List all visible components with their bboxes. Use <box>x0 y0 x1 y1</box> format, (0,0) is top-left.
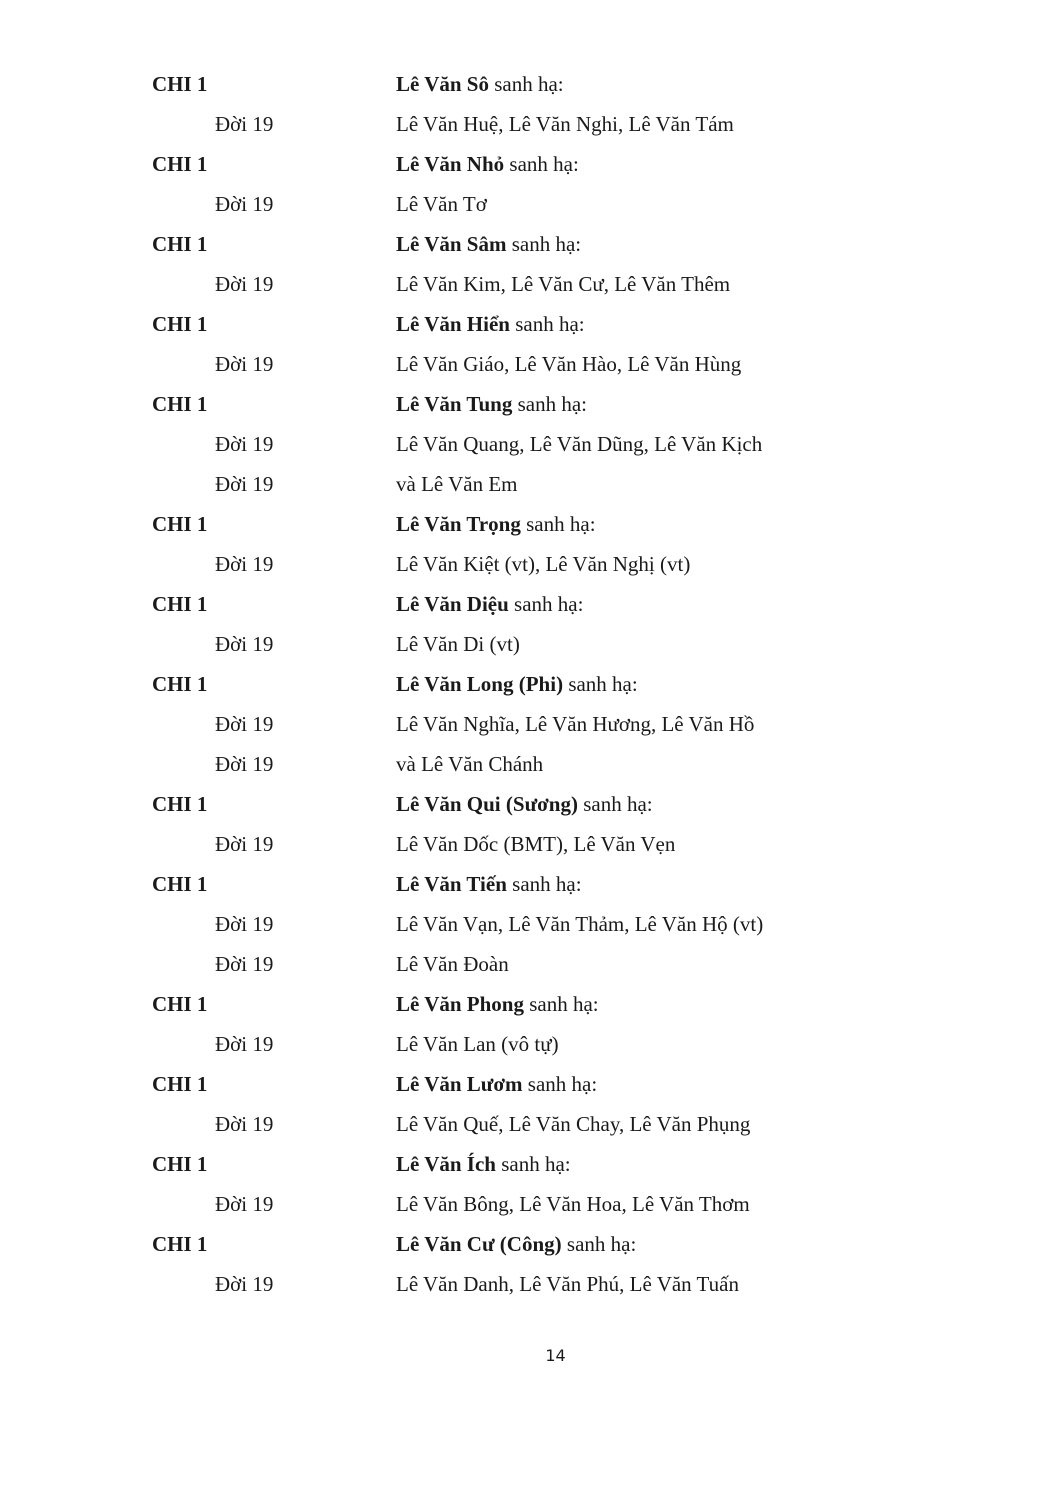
parent-entry <box>396 784 653 824</box>
parent-entry <box>396 1144 571 1184</box>
parent-suffix: sanh hạ: <box>509 312 585 336</box>
doi-row <box>0 344 1061 384</box>
children-names: Lê Văn Lan (vô tự) <box>396 1032 559 1056</box>
parent-name: Lê Văn Trọng <box>396 512 521 536</box>
generation-label: Đời 19 <box>215 1272 274 1296</box>
chi-row <box>0 224 1061 264</box>
children-names: Lê Văn Kim, Lê Văn Cư, Lê Văn Thêm <box>396 272 731 296</box>
branch-label: CHI 1 <box>152 312 208 336</box>
generation-label: Đời 19 <box>215 272 274 296</box>
parent-entry <box>396 584 583 624</box>
parent-entry <box>396 864 582 904</box>
chi-row <box>0 504 1061 544</box>
branch-label: CHI 1 <box>152 392 208 416</box>
parent-suffix: sanh hạ: <box>504 152 579 176</box>
parent-name: Lê Văn Cư (Công) <box>396 1232 562 1256</box>
genealogy-list <box>0 64 1061 1304</box>
chi-row <box>0 144 1061 184</box>
generation-label: Đời 19 <box>215 712 274 736</box>
page-number: 14 <box>545 1346 566 1365</box>
doi-row <box>0 1184 1061 1224</box>
chi-row <box>0 784 1061 824</box>
parent-suffix: sanh hạ: <box>506 232 582 256</box>
branch-label: CHI 1 <box>152 512 208 536</box>
branch-label: CHI 1 <box>152 672 208 696</box>
generation-label: Đời 19 <box>215 472 274 496</box>
branch-label: CHI 1 <box>152 592 208 616</box>
parent-name: Lê Văn Lươm <box>396 1072 523 1096</box>
children-names: Lê Văn Quang, Lê Văn Dũng, Lê Văn Kịch <box>396 432 763 456</box>
doi-row <box>0 544 1061 584</box>
parent-name: Lê Văn Sô <box>396 72 489 96</box>
chi-row <box>0 304 1061 344</box>
parent-entry <box>396 224 581 264</box>
parent-entry <box>396 144 579 184</box>
doi-row <box>0 1104 1061 1144</box>
parent-suffix: sanh hạ: <box>577 792 653 816</box>
generation-label: Đời 19 <box>215 192 274 216</box>
chi-row <box>0 1144 1061 1184</box>
chi-row <box>0 864 1061 904</box>
children-names: và Lê Văn Em <box>396 472 518 496</box>
chi-row <box>0 584 1061 624</box>
doi-row <box>0 1264 1061 1304</box>
parent-entry <box>396 664 638 704</box>
children-names: Lê Văn Danh, Lê Văn Phú, Lê Văn Tuấn <box>396 1272 739 1296</box>
doi-row <box>0 904 1061 944</box>
children-names: Lê Văn Bông, Lê Văn Hoa, Lê Văn Thơm <box>396 1192 750 1216</box>
parent-name: Lê Văn Nhỏ <box>396 152 505 176</box>
chi-row <box>0 384 1061 424</box>
parent-name: Lê Văn Long (Phi) <box>396 672 564 696</box>
branch-label: CHI 1 <box>152 1232 208 1256</box>
generation-label: Đời 19 <box>215 752 274 776</box>
parent-name: Lê Văn Diệu <box>396 592 509 616</box>
children-names: Lê Văn Nghĩa, Lê Văn Hương, Lê Văn Hồ <box>396 712 755 736</box>
parent-entry <box>396 64 564 104</box>
generation-label: Đời 19 <box>215 432 274 456</box>
parent-suffix: sanh hạ: <box>520 512 596 536</box>
branch-label: CHI 1 <box>152 1072 208 1096</box>
chi-row <box>0 984 1061 1024</box>
doi-row <box>0 824 1061 864</box>
parent-suffix: sanh hạ: <box>512 392 588 416</box>
branch-label: CHI 1 <box>152 1152 208 1176</box>
children-names: Lê Văn Quế, Lê Văn Chay, Lê Văn Phụng <box>396 1112 751 1136</box>
children-names: Lê Văn Giáo, Lê Văn Hào, Lê Văn Hùng <box>396 352 742 376</box>
doi-row <box>0 184 1061 224</box>
doi-row <box>0 1024 1061 1064</box>
parent-entry <box>396 1224 636 1264</box>
doi-row <box>0 744 1061 784</box>
doi-row <box>0 704 1061 744</box>
children-names: Lê Văn Huệ, Lê Văn Nghi, Lê Văn Tám <box>396 112 734 136</box>
parent-entry <box>396 1064 597 1104</box>
parent-suffix: sanh hạ: <box>563 672 638 696</box>
doi-row <box>0 104 1061 144</box>
doi-row <box>0 464 1061 504</box>
generation-label: Đời 19 <box>215 1032 274 1056</box>
chi-row <box>0 64 1061 104</box>
generation-label: Đời 19 <box>215 832 274 856</box>
generation-label: Đời 19 <box>215 632 274 656</box>
parent-name: Lê Văn Ích <box>396 1152 496 1176</box>
parent-suffix: sanh hạ: <box>495 1152 571 1176</box>
parent-name: Lê Văn Hiển <box>396 312 510 336</box>
chi-row <box>0 664 1061 704</box>
parent-name: Lê Văn Phong <box>396 992 524 1016</box>
chi-row <box>0 1064 1061 1104</box>
doi-row <box>0 944 1061 984</box>
parent-entry <box>396 984 599 1024</box>
parent-name: Lê Văn Qui (Sương) <box>396 792 578 816</box>
parent-entry <box>396 504 596 544</box>
branch-label: CHI 1 <box>152 232 208 256</box>
generation-label: Đời 19 <box>215 1112 274 1136</box>
doi-row <box>0 624 1061 664</box>
branch-label: CHI 1 <box>152 72 208 96</box>
parent-suffix: sanh hạ: <box>488 72 564 96</box>
parent-suffix: sanh hạ: <box>506 872 582 896</box>
children-names: Lê Văn Vạn, Lê Văn Thảm, Lê Văn Hộ (vt) <box>396 912 764 936</box>
children-names: Lê Văn Tơ <box>396 192 487 216</box>
children-names: Lê Văn Đoàn <box>396 952 509 976</box>
branch-label: CHI 1 <box>152 992 208 1016</box>
parent-suffix: sanh hạ: <box>523 992 599 1016</box>
parent-suffix: sanh hạ: <box>522 1072 598 1096</box>
generation-label: Đời 19 <box>215 352 274 376</box>
generation-label: Đời 19 <box>215 952 274 976</box>
parent-entry <box>396 304 585 344</box>
generation-label: Đời 19 <box>215 552 274 576</box>
parent-name: Lê Văn Sâm <box>396 232 507 256</box>
doi-row <box>0 264 1061 304</box>
parent-entry <box>396 384 587 424</box>
generation-label: Đời 19 <box>215 112 274 136</box>
parent-name: Lê Văn Tiến <box>396 872 507 896</box>
children-names: Lê Văn Di (vt) <box>396 632 520 656</box>
branch-label: CHI 1 <box>152 792 208 816</box>
children-names: Lê Văn Kiệt (vt), Lê Văn Nghị (vt) <box>396 552 691 576</box>
parent-suffix: sanh hạ: <box>508 592 584 616</box>
generation-label: Đời 19 <box>215 1192 274 1216</box>
chi-row <box>0 1224 1061 1264</box>
branch-label: CHI 1 <box>152 152 208 176</box>
children-names: Lê Văn Dốc (BMT), Lê Văn Vẹn <box>396 832 676 856</box>
children-names: và Lê Văn Chánh <box>396 752 544 776</box>
branch-label: CHI 1 <box>152 872 208 896</box>
doi-row <box>0 424 1061 464</box>
generation-label: Đời 19 <box>215 912 274 936</box>
parent-suffix: sanh hạ: <box>561 1232 637 1256</box>
parent-name: Lê Văn Tung <box>396 392 513 416</box>
